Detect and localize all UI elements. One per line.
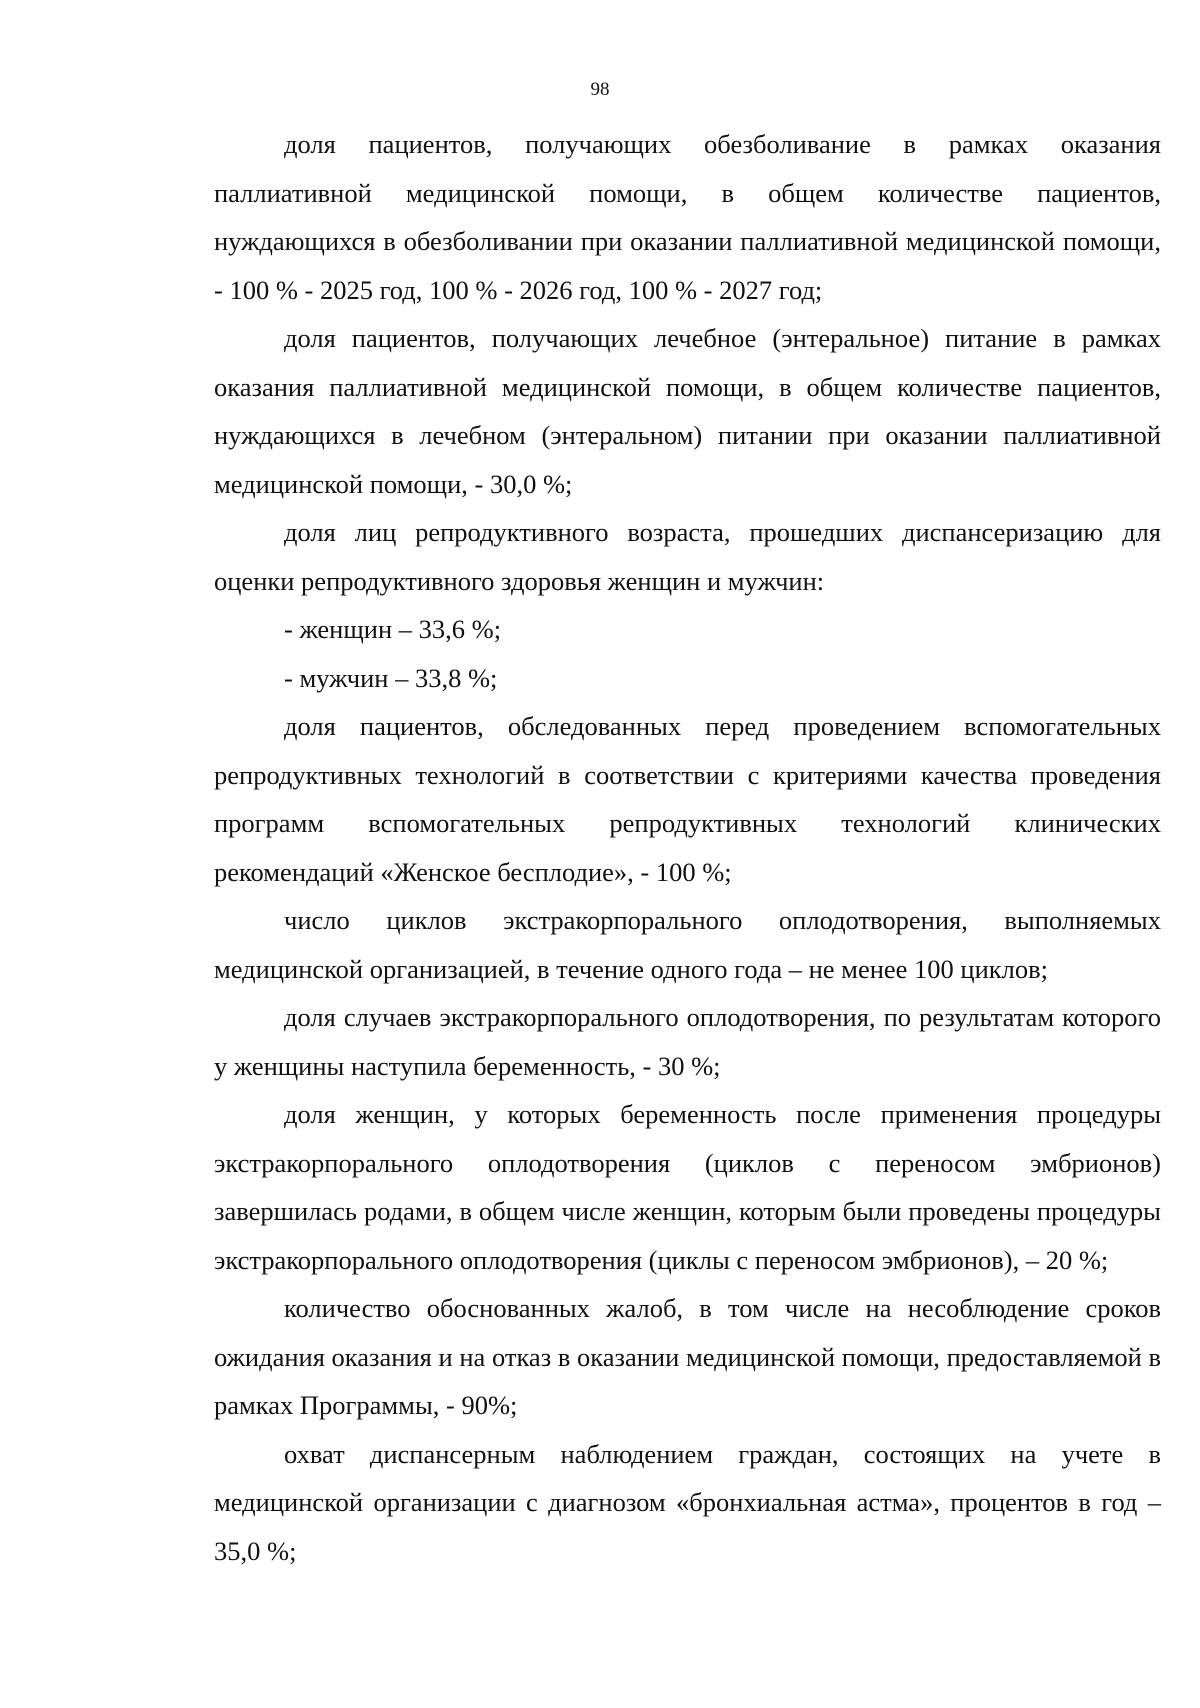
paragraph-reproductive-screening: доля лиц репродуктивного возраста, прошедших диспансеризацию для оценки репродуктивного здоровья женщин и мужчин: [214, 517, 1161, 596]
paragraph-asthma-coverage: охват диспансерным наблюдением граждан, состоящих на учете в медицинской организации с диагнозом «бронхиальная астма», процентов в год – 35,0 %; [214, 1438, 1161, 1566]
paragraph-complaints: количество обоснованных жалоб, в том числе на несоблюдение сроков ожидания оказания и на отказ в оказании медицинской помощи, предоставляемой в рамках Программы, - 90%; [214, 1293, 1161, 1420]
paragraph-art-examination: доля пациентов, обследованных перед проведением вспомогательных репродуктивных технологий в соответствии с критериями качества проведения программ вспомогательных репродуктивных технологий клинических рекомендаций «Женское бесплодие», - 100 %; [214, 711, 1161, 887]
paragraph-ivf-births: доля женщин, у которых беременность после применения процедуры экстракорпорального оплодотворения (циклов с переносом эмбрионов) завершилась родами, в общем числе женщин, которым были проведены процедуры экстракорпорального оплодотворения (циклы с переносом эмбрионов), – 20 %; [214, 1099, 1161, 1275]
document-body [214, 120, 1161, 1575]
list-item-men: - мужчин – 33,8 %; [284, 662, 498, 693]
page-number: 98 [590, 79, 610, 100]
paragraph-palliative-nutrition: доля пациентов, получающих лечебное (энтеральное) питание в рамках оказания паллиативной медицинской помощи, в общем количестве пациентов, нуждающихся в лечебном (энтеральном) питании при оказании паллиативной медицинской помощи, - 30,0 %; [214, 323, 1161, 499]
paragraph-ivf-pregnancy: доля случаев экстракорпорального оплодотворения, по результатам которого у женщины наступила беременность, - 30 %; [214, 1002, 1161, 1081]
paragraph-palliative-analgesia: доля пациентов, получающих обезболивание в рамках оказания паллиативной медицинской помощи, в общем количестве пациентов, нуждающихся в обезболивании при оказании паллиативной медицинской помощи, - 100 % - 2025 год, 100 % - 2026 год, 100 % - 2027 год; [214, 129, 1161, 305]
paragraph-ivf-cycles: число циклов экстракорпорального оплодотворения, выполняемых медицинской организацией, в течение одного года – не менее 100 циклов; [214, 905, 1161, 984]
list-item-women: - женщин – 33,6 %; [284, 614, 502, 644]
